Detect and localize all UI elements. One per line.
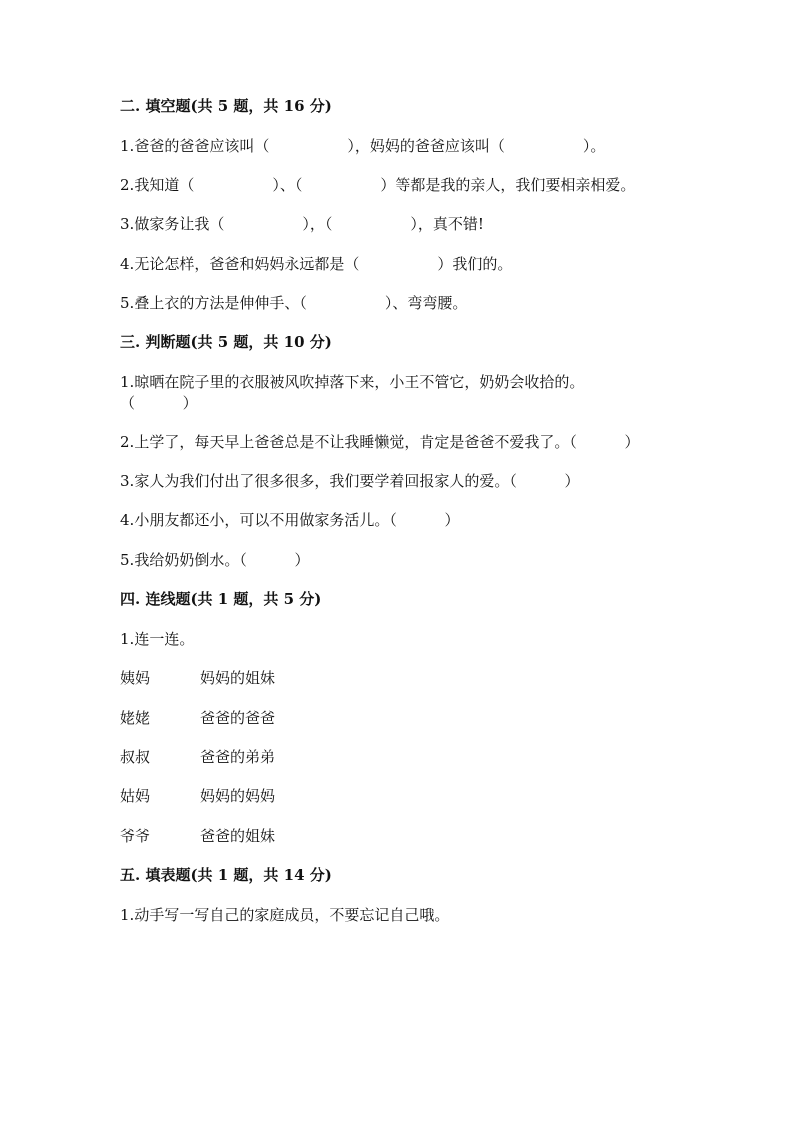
question-text: 上学了，每天早上爸爸总是不让我睡懒觉，肯定是爸爸不爱我了。（ ） — [134, 433, 640, 451]
fill-blank-question-1 — [120, 136, 605, 156]
question-number: 1. — [120, 906, 135, 924]
question-number: 3. — [120, 472, 135, 490]
question-text: 无论怎样，爸爸和妈妈永远都是（ — [134, 255, 360, 273]
question-text: 晾晒在院子里的衣服被风吹掉落下来，小王不管它，奶奶会收拾的。 — [134, 373, 585, 391]
match-left-item[interactable]: 姨妈 — [120, 669, 151, 687]
question-text: 连一连。 — [134, 630, 195, 648]
question-text: 小朋友都还小，可以不用做家务活儿。（ ） — [134, 511, 460, 529]
match-left-item[interactable]: 爷爷 — [120, 827, 151, 845]
question-text: 叠上衣的方法是伸伸手、（ — [134, 294, 307, 312]
match-right-item[interactable]: 爸爸的弟弟 — [200, 748, 276, 766]
judge-question-3 — [120, 471, 580, 491]
question-text: ）我们的。 — [437, 255, 513, 273]
judge-question-2 — [120, 432, 640, 452]
section-heading-match: 四. 连线题(共 1 题，共 5 分) — [120, 590, 322, 608]
match-right-item[interactable]: 爸爸的爸爸 — [200, 709, 276, 727]
question-text: ）。 — [582, 137, 606, 155]
question-number: 5. — [120, 294, 135, 312]
fill-blank-question-3 — [120, 214, 484, 234]
question-text: ），真不错! — [410, 215, 484, 233]
judge-question-5 — [120, 550, 310, 570]
question-number: 1. — [120, 630, 135, 648]
question-number: 4. — [120, 255, 135, 273]
question-text: 家人为我们付出了很多很多，我们要学着回报家人的爱。（ ） — [134, 472, 580, 490]
fill-blank-question-2 — [120, 175, 635, 195]
judge-question-4 — [120, 510, 460, 530]
match-left-item[interactable]: 叔叔 — [120, 748, 151, 766]
fill-blank-question-5 — [120, 293, 467, 313]
question-number: 4. — [120, 511, 135, 529]
judge-answer-paren[interactable]: （ ） — [120, 394, 198, 412]
section-heading-judge: 三. 判断题(共 5 题，共 10 分) — [120, 333, 332, 351]
question-number: 3. — [120, 215, 135, 233]
section-heading-table: 五. 填表题(共 1 题，共 14 分) — [120, 866, 332, 884]
question-text: ）、弯弯腰。 — [384, 294, 468, 312]
match-right-item[interactable]: 爸爸的姐妹 — [200, 827, 276, 845]
question-text: 动手写一写自己的家庭成员，不要忘记自己哦。 — [134, 906, 450, 924]
question-text: ），（ — [302, 215, 333, 233]
match-right-item[interactable]: 妈妈的妈妈 — [200, 787, 276, 805]
section-heading-fill-blank: 二. 填空题(共 5 题，共 16 分) — [120, 97, 332, 115]
question-number: 2. — [120, 176, 135, 194]
fill-blank-question-4 — [120, 254, 512, 274]
match-right-item[interactable]: 妈妈的姐妹 — [200, 669, 276, 687]
question-text: 我给奶奶倒水。（ ） — [134, 551, 310, 569]
question-text: ），妈妈的爸爸应该叫（ — [347, 137, 505, 155]
question-text: 爸爸的爸爸应该叫（ — [134, 137, 270, 155]
question-text: ）、（ — [272, 176, 303, 194]
question-number: 2. — [120, 433, 135, 451]
match-question-1 — [120, 629, 194, 649]
match-left-item[interactable]: 姑妈 — [120, 787, 151, 805]
judge-question-1 — [120, 372, 584, 392]
match-left-item[interactable]: 姥姥 — [120, 709, 151, 727]
question-number: 1. — [120, 137, 135, 155]
question-text: ）等都是我的亲人，我们要相亲相爱。 — [380, 176, 636, 194]
question-text: 做家务让我（ — [134, 215, 225, 233]
question-text: 我知道（ — [134, 176, 195, 194]
table-question-1 — [120, 905, 449, 925]
question-number: 1. — [120, 373, 135, 391]
question-number: 5. — [120, 551, 135, 569]
